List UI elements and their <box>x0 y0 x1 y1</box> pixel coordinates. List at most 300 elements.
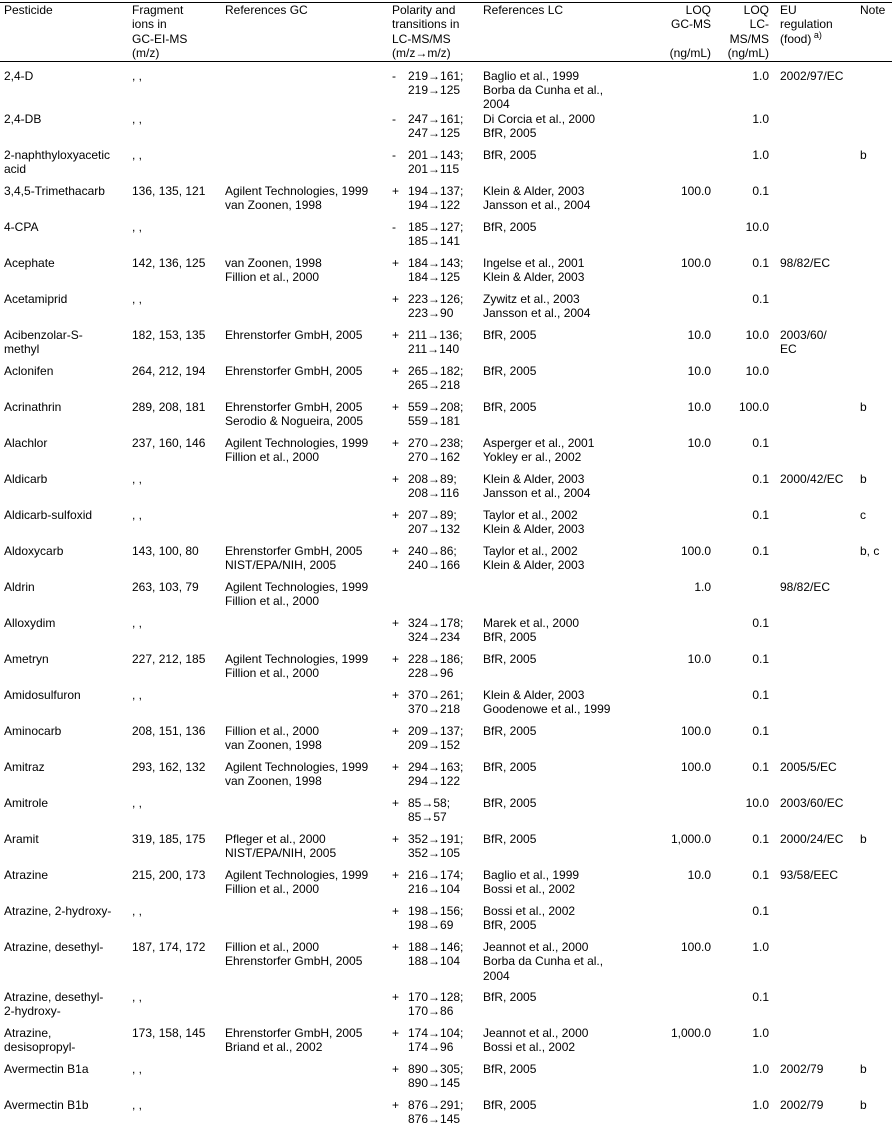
note-cell <box>854 868 892 904</box>
note-cell <box>854 580 892 616</box>
fragment-ions-cell: 173, 158, 145 <box>132 1025 206 1040</box>
pesticide-name-cell: Acephate <box>4 255 55 270</box>
pesticide-name-cell: Aldicarb-sulfoxid <box>4 507 93 522</box>
polarity-transitions-cell <box>390 760 482 796</box>
table-row <box>0 904 892 940</box>
references-gc-cell: Agilent Technologies, 1999 Fillion et al., 2000 <box>225 867 369 897</box>
note-cell <box>854 616 892 652</box>
table-row <box>0 220 892 256</box>
pesticide-name-cell: Amitrole <box>4 795 49 810</box>
references-lc-cell: BfR, 2005 <box>483 989 537 1004</box>
fragment-ions-cell: , , <box>132 795 143 810</box>
eu-regulation-cell <box>772 904 854 940</box>
loq-lc-cell: 1.0 <box>752 1061 769 1076</box>
fragment-ions-cell: , , <box>132 291 143 306</box>
references-gc-cell: Ehrenstorfer GmbH, 2005 Serodio & Nogueira, 2005 <box>225 399 364 429</box>
references-gc-cell <box>224 148 390 184</box>
table-row <box>0 148 892 184</box>
loq-lc-cell: 100.0 <box>738 399 769 414</box>
table-row <box>0 112 892 148</box>
references-gc-cell <box>224 61 390 112</box>
eu-regulation-cell <box>772 184 854 220</box>
loq-lc-cell: 10.0 <box>745 795 769 810</box>
loq-gc-cell: 10.0 <box>687 399 711 414</box>
note-cell <box>854 220 892 256</box>
loq-lc-cell: 0.1 <box>752 255 769 270</box>
loq-lc-cell: 0.1 <box>752 471 769 486</box>
references-lc-cell: Bossi et al., 2002 BfR, 2005 <box>483 903 576 933</box>
fragment-ions-cell: , , <box>132 471 143 486</box>
note-cell <box>854 796 892 832</box>
loq-gc-cell: 100.0 <box>680 183 711 198</box>
references-gc-cell <box>224 1098 390 1134</box>
references-lc-cell: Asperger et al., 2001 Yokley er al., 2002 <box>483 435 595 465</box>
references-gc-cell: van Zoonen, 1998 Fillion et al., 2000 <box>225 255 322 285</box>
polarity-sign: + <box>392 1025 400 1040</box>
eu-regulation-cell: 2002/97/EC <box>780 68 844 83</box>
eu-regulation-cell: 2005/5/EC <box>780 759 837 774</box>
fragment-ions-cell: 319, 185, 175 <box>132 831 206 846</box>
polarity-transitions-cell <box>390 112 482 148</box>
transitions: 324→178; 324→234 <box>408 615 464 645</box>
polarity-sign: - <box>392 219 396 234</box>
polarity-sign: + <box>392 471 400 486</box>
transitions: 174→104; 174→96 <box>408 1025 464 1055</box>
note-cell <box>854 940 892 990</box>
polarity-transitions-cell <box>390 220 482 256</box>
loq-lc-cell: 0.1 <box>752 183 769 198</box>
table-body <box>0 61 892 1134</box>
note-cell: b <box>860 471 867 486</box>
fragment-ions-cell: 142, 136, 125 <box>132 255 206 270</box>
polarity-sign: + <box>392 291 400 306</box>
table-row <box>0 1098 892 1134</box>
references-gc-cell: Fillion et al., 2000 van Zoonen, 1998 <box>225 723 322 753</box>
note-cell: b <box>860 831 867 846</box>
references-lc-cell: Baglio et al., 1999 Bossi et al., 2002 <box>483 867 580 897</box>
loq-gc-cell: 10.0 <box>687 363 711 378</box>
transitions: 247→161; 247→125 <box>408 111 464 141</box>
loq-gc-cell <box>645 148 713 184</box>
pesticide-name-cell: Atrazine, desethyl- <box>4 939 104 954</box>
transitions: 170→128; 170→86 <box>408 989 464 1019</box>
loq-gc-cell <box>645 61 713 112</box>
polarity-transitions-cell <box>390 940 482 990</box>
polarity-sign: + <box>392 867 400 882</box>
loq-gc-cell: 100.0 <box>680 543 711 558</box>
transitions: 890→305; 890→145 <box>408 1061 464 1091</box>
note-cell <box>854 724 892 760</box>
references-gc-cell: Pfleger et al., 2000 NIST/EPA/NIH, 2005 <box>225 831 337 861</box>
header-loq-gc: LOQ GC-MS (ng/mL) <box>645 3 713 61</box>
polarity-transitions-cell <box>390 652 482 688</box>
references-lc-cell <box>482 580 645 616</box>
transitions: 219→161; 219→125 <box>408 68 464 98</box>
loq-gc-cell: 1.0 <box>694 579 711 594</box>
references-gc-cell <box>224 472 390 508</box>
polarity-sign: + <box>392 1061 400 1076</box>
eu-regulation-cell: 2002/79 <box>780 1097 824 1112</box>
loq-lc-cell: 1.0 <box>752 1025 769 1040</box>
eu-regulation-cell <box>772 940 854 990</box>
fragment-ions-cell: 143, 100, 80 <box>132 543 199 558</box>
table-header-row <box>0 3 892 61</box>
loq-gc-cell <box>645 616 713 652</box>
references-lc-cell: BfR, 2005 <box>483 219 537 234</box>
references-gc-cell: Agilent Technologies, 1999 van Zoonen, 1998 <box>225 759 369 789</box>
note-cell: b <box>860 1061 867 1076</box>
loq-lc-cell: 0.1 <box>752 831 769 846</box>
fragment-ions-cell: 215, 200, 173 <box>132 867 206 882</box>
polarity-transitions-cell <box>390 688 482 724</box>
loq-gc-cell: 100.0 <box>680 759 711 774</box>
fragment-ions-cell: 182, 153, 135 <box>132 327 206 342</box>
eu-regulation-cell: 2000/42/EC <box>780 471 844 486</box>
transitions: 211→136; 211→140 <box>408 327 463 357</box>
polarity-transitions-cell <box>390 1062 482 1098</box>
transitions: 223→126; 223→90 <box>408 291 464 321</box>
header-references-gc: References GC <box>224 3 390 61</box>
eu-regulation-cell: 2003/60/EC <box>780 795 844 810</box>
polarity-transitions-cell <box>390 400 482 436</box>
loq-gc-cell <box>645 220 713 256</box>
fragment-ions-cell: 263, 103, 79 <box>132 579 199 594</box>
eu-regulation-cell <box>772 400 854 436</box>
table-row <box>0 940 892 990</box>
eu-regulation-cell <box>772 220 854 256</box>
note-cell: b <box>860 147 867 162</box>
header-note: Note <box>854 3 892 61</box>
loq-gc-cell <box>645 796 713 832</box>
references-gc-cell: Ehrenstorfer GmbH, 2005 <box>225 363 363 378</box>
references-lc-cell: BfR, 2005 <box>483 147 537 162</box>
polarity-transitions-cell <box>390 292 482 328</box>
references-gc-cell <box>224 616 390 652</box>
fragment-ions-cell: , , <box>132 1097 143 1112</box>
references-gc-cell: Fillion et al., 2000 Ehrenstorfer GmbH, 2005 <box>225 939 363 969</box>
transitions: 208→89; 208→116 <box>408 471 460 501</box>
table-row <box>0 328 892 364</box>
fragment-ions-cell: 264, 212, 194 <box>132 363 206 378</box>
loq-gc-cell <box>645 1062 713 1098</box>
polarity-transitions-cell <box>390 580 482 616</box>
polarity-sign: + <box>392 989 400 1004</box>
loq-gc-cell: 100.0 <box>680 939 711 954</box>
references-lc-cell: BfR, 2005 <box>483 363 537 378</box>
polarity-sign: + <box>392 759 400 774</box>
references-lc-cell: BfR, 2005 <box>483 831 537 846</box>
references-gc-cell: Agilent Technologies, 1999 Fillion et al., 2000 <box>225 579 369 609</box>
pesticide-name-cell: Avermectin B1b <box>4 1097 89 1112</box>
loq-gc-cell <box>645 472 713 508</box>
fragment-ions-cell: , , <box>132 989 143 1004</box>
note-cell <box>854 256 892 292</box>
pesticide-name-cell: 3,4,5-Trimethacarb <box>4 183 105 198</box>
pesticide-name-cell: Avermectin B1a <box>4 1061 89 1076</box>
references-gc-cell <box>224 112 390 148</box>
table-row <box>0 796 892 832</box>
references-lc-cell: Jeannot et al., 2000 Borba da Cunha et al., 2004 <box>483 939 604 983</box>
polarity-transitions-cell <box>390 256 482 292</box>
loq-gc-cell: 10.0 <box>687 327 711 342</box>
polarity-sign: + <box>392 723 400 738</box>
pesticide-name-cell: Acetamiprid <box>4 291 68 306</box>
references-gc-cell <box>224 990 390 1026</box>
table-row <box>0 832 892 868</box>
loq-lc-cell: 10.0 <box>745 219 769 234</box>
table-row <box>0 364 892 400</box>
polarity-transitions-cell <box>390 184 482 220</box>
references-gc-cell: Ehrenstorfer GmbH, 2005 Briand et al., 2002 <box>225 1025 363 1055</box>
polarity-transitions-cell <box>390 616 482 652</box>
pesticide-name-cell: Aldoxycarb <box>4 543 64 558</box>
header-loq-lc: LOQ LC- MS/MS (ng/mL) <box>713 3 772 61</box>
fragment-ions-cell: 208, 151, 136 <box>132 723 206 738</box>
polarity-sign: + <box>392 651 400 666</box>
polarity-sign: + <box>392 687 400 702</box>
transitions: 207→89; 207→132 <box>408 507 461 537</box>
loq-lc-cell: 0.1 <box>752 291 769 306</box>
transitions: 216→174; 216→104 <box>408 867 464 897</box>
loq-gc-cell: 10.0 <box>687 867 711 882</box>
polarity-sign: - <box>392 147 396 162</box>
table-row <box>0 61 892 112</box>
loq-gc-cell: 10.0 <box>687 651 711 666</box>
pesticide-name-cell: Atrazine, desethyl- 2-hydroxy- <box>4 989 104 1019</box>
pesticide-table <box>0 3 892 1134</box>
transitions: 370→261; 370→218 <box>408 687 464 717</box>
transitions: 294→163; 294→122 <box>408 759 464 789</box>
note-cell <box>854 652 892 688</box>
loq-lc-cell: 0.1 <box>752 507 769 522</box>
references-gc-cell <box>224 796 390 832</box>
eu-regulation-cell <box>772 724 854 760</box>
eu-regulation-cell <box>772 364 854 400</box>
pesticide-name-cell: Alloxydim <box>4 615 56 630</box>
pesticide-name-cell: Ametryn <box>4 651 49 666</box>
references-lc-cell: Marek et al., 2000 BfR, 2005 <box>483 615 580 645</box>
transitions: 209→137; 209→152 <box>408 723 464 753</box>
loq-lc-cell: 0.1 <box>752 867 769 882</box>
loq-lc-cell: 0.1 <box>752 759 769 774</box>
references-lc-cell: BfR, 2005 <box>483 1097 537 1112</box>
polarity-sign: + <box>392 363 400 378</box>
references-gc-cell: Agilent Technologies, 1999 Fillion et al., 2000 <box>225 435 369 465</box>
eu-regulation-cell <box>772 292 854 328</box>
loq-gc-cell <box>645 112 713 148</box>
references-lc-cell: Klein & Alder, 2003 Goodenowe et al., 1999 <box>483 687 611 717</box>
note-cell <box>854 61 892 112</box>
polarity-sign: + <box>392 255 400 270</box>
note-cell <box>854 990 892 1026</box>
table-row <box>0 1026 892 1062</box>
table-row <box>0 990 892 1026</box>
table-row <box>0 292 892 328</box>
loq-gc-cell: 10.0 <box>687 435 711 450</box>
polarity-sign: + <box>392 795 400 810</box>
fragment-ions-cell: , , <box>132 68 143 83</box>
eu-regulation-cell: 98/82/EC <box>780 579 831 594</box>
pesticide-name-cell: 2,4-DB <box>4 111 42 126</box>
references-lc-cell: Taylor et al., 2002 Klein & Alder, 2003 <box>483 543 585 573</box>
fragment-ions-cell: 237, 160, 146 <box>132 435 206 450</box>
references-gc-cell: Ehrenstorfer GmbH, 2005 <box>225 327 363 342</box>
loq-lc-cell: 0.1 <box>752 435 769 450</box>
fragment-ions-cell: , , <box>132 111 143 126</box>
polarity-transitions-cell <box>390 868 482 904</box>
transitions: 198→156; 198→69 <box>408 903 464 933</box>
table-row <box>0 508 892 544</box>
polarity-sign: + <box>392 327 400 342</box>
eu-regulation-cell: 98/82/EC <box>780 255 831 270</box>
note-cell: b <box>860 1097 867 1112</box>
polarity-transitions-cell <box>390 508 482 544</box>
loq-gc-cell <box>645 292 713 328</box>
header-eu-regulation <box>772 3 854 61</box>
references-gc-cell <box>224 688 390 724</box>
table-row <box>0 544 892 580</box>
polarity-sign: + <box>392 435 400 450</box>
polarity-transitions-cell <box>390 364 482 400</box>
references-lc-cell: BfR, 2005 <box>483 399 537 414</box>
fragment-ions-cell: 293, 162, 132 <box>132 759 206 774</box>
fragment-ions-cell: 227, 212, 185 <box>132 651 206 666</box>
note-cell: b, c <box>860 543 880 558</box>
transitions: 184→143; 184→125 <box>408 255 464 285</box>
eu-regulation-cell: 2002/79 <box>780 1061 824 1076</box>
polarity-transitions-cell <box>390 1026 482 1062</box>
pesticide-name-cell: Alachlor <box>4 435 48 450</box>
loq-lc-cell: 1.0 <box>752 939 769 954</box>
references-lc-cell: BfR, 2005 <box>483 1061 537 1076</box>
header-eu-footnote: a) <box>811 29 822 40</box>
header-fragment-ions: Fragment ions in GC-EI-MS (m/z) <box>131 3 224 61</box>
transitions: 270→238; 270→162 <box>408 435 464 465</box>
references-gc-cell <box>224 1062 390 1098</box>
table-row <box>0 400 892 436</box>
polarity-sign: + <box>392 183 400 198</box>
note-cell <box>854 436 892 472</box>
loq-gc-cell <box>645 904 713 940</box>
references-lc-cell: Klein & Alder, 2003 Jansson et al., 2004 <box>483 183 591 213</box>
fragment-ions-cell: , , <box>132 147 143 162</box>
pesticide-name-cell: Amitraz <box>4 759 45 774</box>
polarity-sign: + <box>392 903 400 918</box>
eu-regulation-cell <box>772 652 854 688</box>
polarity-sign: + <box>392 507 400 522</box>
table-row <box>0 436 892 472</box>
loq-lc-cell <box>713 580 772 616</box>
transitions: 352→191; 352→105 <box>408 831 464 861</box>
polarity-sign: + <box>392 939 400 954</box>
fragment-ions-cell: , , <box>132 687 143 702</box>
eu-regulation-cell <box>772 112 854 148</box>
polarity-transitions-cell <box>390 796 482 832</box>
transitions: 559→208; 559→181 <box>408 399 464 429</box>
loq-gc-cell <box>645 688 713 724</box>
pesticide-name-cell: 2-naphthyloxyacetic acid <box>4 147 111 177</box>
note-cell <box>854 760 892 796</box>
eu-regulation-cell <box>772 436 854 472</box>
references-lc-cell: BfR, 2005 <box>483 651 537 666</box>
header-eu-label: EU regulation (food) <box>780 3 833 46</box>
polarity-transitions-cell <box>390 990 482 1026</box>
loq-lc-cell: 10.0 <box>745 363 769 378</box>
pesticide-name-cell: Acrinathrin <box>4 399 62 414</box>
table-row <box>0 1062 892 1098</box>
transitions: 194→137; 194→122 <box>408 183 464 213</box>
note-cell <box>854 364 892 400</box>
references-lc-cell: Jeannot et al., 2000 Bossi et al., 2002 <box>483 1025 589 1055</box>
note-cell <box>854 112 892 148</box>
transitions: 201→143; 201→115 <box>408 147 464 177</box>
references-lc-cell: Di Corcia et al., 2000 BfR, 2005 <box>483 111 596 141</box>
polarity-transitions-cell <box>390 832 482 868</box>
references-lc-cell: Klein & Alder, 2003 Jansson et al., 2004 <box>483 471 591 501</box>
polarity-sign: + <box>392 831 400 846</box>
table-row <box>0 472 892 508</box>
polarity-sign: - <box>392 68 396 83</box>
loq-lc-cell: 0.1 <box>752 687 769 702</box>
polarity-transitions-cell <box>390 904 482 940</box>
pesticide-name-cell: Aclonifen <box>4 363 54 378</box>
loq-gc-cell <box>645 508 713 544</box>
eu-regulation-cell: 2003/60/ EC <box>780 327 827 357</box>
references-gc-cell <box>224 292 390 328</box>
polarity-transitions-cell <box>390 1098 482 1134</box>
pesticide-name-cell: Amidosulfuron <box>4 687 81 702</box>
pesticide-name-cell: Aldrin <box>4 579 35 594</box>
polarity-transitions-cell <box>390 436 482 472</box>
transitions: 876→291; 876→145 <box>408 1097 464 1127</box>
header-polarity-transitions: Polarity and transitions in LC-MS/MS (m/z→m/z) <box>390 3 482 61</box>
pesticide-name-cell: Aramit <box>4 831 39 846</box>
pesticide-name-cell: 2,4-D <box>4 68 34 83</box>
pesticide-name-cell: Atrazine <box>4 867 49 882</box>
references-gc-cell <box>224 508 390 544</box>
note-cell <box>854 184 892 220</box>
transitions: 188→146; 188→104 <box>408 939 464 969</box>
table-row <box>0 724 892 760</box>
loq-gc-cell <box>645 1098 713 1134</box>
references-gc-cell <box>224 904 390 940</box>
polarity-transitions-cell <box>390 544 482 580</box>
polarity-sign: + <box>392 615 400 630</box>
eu-regulation-cell <box>772 544 854 580</box>
loq-lc-cell: 0.1 <box>752 723 769 738</box>
eu-regulation-cell <box>772 1026 854 1062</box>
loq-lc-cell: 0.1 <box>752 651 769 666</box>
loq-lc-cell: 0.1 <box>752 543 769 558</box>
polarity-transitions-cell <box>390 148 482 184</box>
references-gc-cell <box>224 220 390 256</box>
eu-regulation-cell: 93/58/EEC <box>780 867 839 882</box>
table-row <box>0 760 892 796</box>
transitions: 240→86; 240→166 <box>408 543 461 573</box>
transitions: 85→58; 85→57 <box>408 795 451 825</box>
fragment-ions-cell: , , <box>132 1061 143 1076</box>
pesticide-name-cell: Atrazine, desisopropyl- <box>4 1025 76 1055</box>
eu-regulation-cell <box>772 508 854 544</box>
eu-regulation-cell <box>772 990 854 1026</box>
loq-lc-cell: 0.1 <box>752 989 769 1004</box>
polarity-transitions-cell <box>390 61 482 112</box>
pesticide-name-cell: Acibenzolar-S- methyl <box>4 327 83 357</box>
note-cell <box>854 1026 892 1062</box>
table-row <box>0 256 892 292</box>
references-lc-cell: BfR, 2005 <box>483 759 537 774</box>
loq-gc-cell: 1,000.0 <box>670 1025 711 1040</box>
